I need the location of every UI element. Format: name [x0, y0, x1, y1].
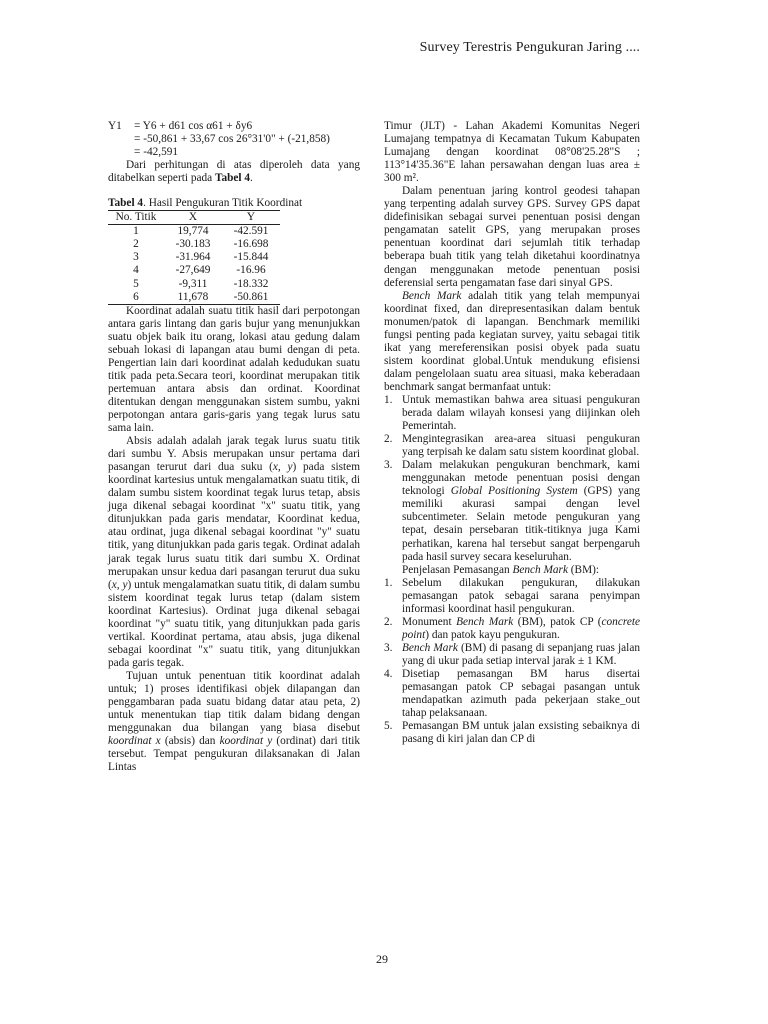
table-reference: Tabel 4 [214, 172, 251, 185]
equation-line-1: = Y6 + d61 cos α61 + δy6 [134, 120, 253, 132]
koordinat-paragraph: Koordinat adalah suatu titik hasil dari perpotongan antara garis lintang dan garis bujur yang menunjukkan suatu objek baik itu orang, lokasi atau gedung dalam sebuah lokasi di lapangan atau bumi dengan di peta. Pengertian lain dari koordinat adalah kedudukan suatu titik pada peta.Secara teori, koordinat merupakan titik pertemuan antara absis dan ordinat. Koordinat ditentukan dengan menggunakan sistem sumbu, yakni perpotongan antara garis-garis yang tegak lurus satu sama lain. [108, 304, 360, 435]
table-row: 2 -30.183 -16.698 [133, 238, 269, 251]
table-caption [108, 197, 360, 210]
penjelasan-heading: Penjelasan Pemasangan Bench Mark (BM): [402, 563, 600, 576]
list-item: 2. Monument Bench Mark (BM), patok CP (concrete point) dan patok kayu pengukuran. [384, 615, 640, 641]
result-paragraph: Dari perhitungan di atas diperoleh data yang ditabelkan seperti pada Tabel 4. [108, 159, 360, 185]
equation-y1 [108, 120, 360, 159]
location-paragraph: Timur (JLT) - Lahan Akademi Komunitas Negeri Lumajang tempatnya di Kecamatan Tukum Kabupaten Lumajang dengan koordinat 08°08'25.28"S ; 113°14'35.36"E lahan persawahan dengan luas area ± 300 m². [384, 120, 640, 185]
page-number: 29 [376, 952, 388, 966]
list-item: 3. Dalam melakukan pengukuran benchmark, kami menggunakan metode penentuan posisi dengan teknologi Global Positioning System (GPS) yang memiliki akurasi sampai dengan level subcentimeter. Selain metode pengukuran yang tepat, desain persebaran titik-titiknya juga Kami perhatikan, karena hal tersebut sangat berpengaruh pada hasil survey secara keseluruhan. [384, 459, 640, 563]
table-row: 3 -31.964 -15.844 [133, 251, 269, 264]
table-caption-label: Tabel 4 [108, 197, 144, 210]
table-caption-text: . Hasil Pengukuran Titik Koordinat [143, 197, 303, 210]
benchmark-paragraph: Bench Mark adalah titik yang telah mempunyai koordinat fixed, dan direpresentasikan dalam bentuk monumen/patok di lapangan. Benchmark memiliki fungsi penting pada kegiatan survey, yaitu sebagai titik ikat yang mereferensikan posisi obyek pada suatu sistem koordinat global.Untuk mendukung efisiensi dalam pengelolaan suatu area situasi, maka keberadaan benchmark sangat bermanfaat untuk: [384, 289, 640, 393]
left-column [108, 120, 360, 774]
table-row: 6 11,678 -50.861 [108, 291, 280, 305]
list-item: 5. Pemasangan BM untuk jalan exsisting sebaiknya di pasang di kiri jalan dan CP di [384, 720, 640, 746]
table-header-no: No. Titik [108, 211, 164, 225]
list-item: 2. Mengintegrasikan area-area situasi pengukuran yang terpisah ke dalam satu sistem koordinat global. [384, 433, 640, 459]
table-header-y: Y [222, 211, 280, 225]
right-column [384, 120, 640, 746]
list-item: 3. Bench Mark (BM) di pasang di sepanjang ruas jalan yang di ukur pada setiap interval jarak ± 1 KM. [384, 641, 640, 667]
tujuan-paragraph: Tujuan untuk penentuan titik koordinat adalah untuk; 1) proses identifikasi objek dilapangan dan penggambaran pada suatu bidang datar atau peta, 2) untuk menentukan tiap titik dalam bidang dengan menggunakan dua bilangan yang biasa disebut koordinat x (absis) dan koordinat y (ordinat) dari titik tersebut. Tempat pengukuran dilaksanakan di Jalan Lintas [108, 669, 361, 774]
running-header: Survey Terestris Pengukuran Jaring .... [419, 40, 640, 55]
gps-paragraph: Dalam penentuan jaring kontrol geodesi tahapan yang terpenting adalah survey GPS. Survey GPS dapat didefinisikan sebagai survei penentuan posisi dengan pengamatan satelit GPS, yang merupakan proses penentuan koordinat dari sejumlah titik terhadap beberapa buah titik yang telah diketahui koordinatnya dengan menggunakan metode penentuan posisi deferensial serta pengamatan fase dari sinyal GPS. [384, 185, 640, 289]
table-row: 4 -27,649 -16.96 [133, 264, 266, 277]
benchmark-purpose-list [384, 394, 640, 564]
list-item: 4. Disetiap pemasangan BM harus disertai pemasangan patok CP sebagai pasangan untuk mendapatkan azimuth pada pekerjaan stake_out tahap pelaksanaan. [384, 667, 640, 720]
list-item: 1. Sebelum dilakukan pengukuran, dilakukan pemasangan patok sebagai sarana penyimpan informasi koordinat hasil pengukuran. [384, 576, 640, 615]
bm-installation-list [384, 577, 640, 747]
equation-line-2: = -50,861 + 33,67 cos 26°31'0" + (-21,858) [134, 133, 330, 146]
table-header-x: X [164, 211, 222, 225]
equation-line-3: = -42,591 [134, 146, 179, 159]
coordinate-table [108, 210, 280, 304]
list-item: 1. Untuk memastikan bahwa area situasi pengukuran berada dalam wilayah konsesi yang diijinkan oleh Pemerintah. [384, 393, 640, 433]
absis-paragraph: Absis adalah adalah jarak tegak lurus suatu titik dari sumbu Y. Absis merupakan unsur pertama dari pasangan terurut dari dua suku (x, y) pada sistem koordinat kartesius untuk mengalamatkan suatu titik, di dalam sumbu sistem koordinat tegak lurus tetap, absis juga dikenal sebagai koordinat "x" suatu titik, yang ditunjukkan pada garis mendatar, Koordinat kedua, atau ordinat, juga dikenal sebagai koordinat "y" suatu titik, yang ditunjukkan pada garis tegak. Ordinat adalah jarak tegak lurus suatu titik dari sumbu X. Ordinat merupakan unsur kedua dari pasangan terurut dua suku (x, y) untuk mengalamatkan suatu titik, di dalam sumbu sistem koordinat tegak lurus tetap (dalam sistem koordinat Kartesius). Ordinat juga dikenal sebagai koordinat "y" suatu titik, yang ditunjukkan pada garis vertikal. Koordinat pertama, atau absis, juga dikenal sebagai koordinat "x" suatu titik, yang ditunjukkan pada garis tegak. [108, 435, 360, 669]
benchmark-term: Bench Mark [402, 289, 462, 302]
table-row: 5 -9,311 -18.332 [133, 277, 269, 290]
table-row: 1 19,774 -42.591 [133, 225, 269, 238]
equation-lhs: Y1 [108, 120, 122, 132]
